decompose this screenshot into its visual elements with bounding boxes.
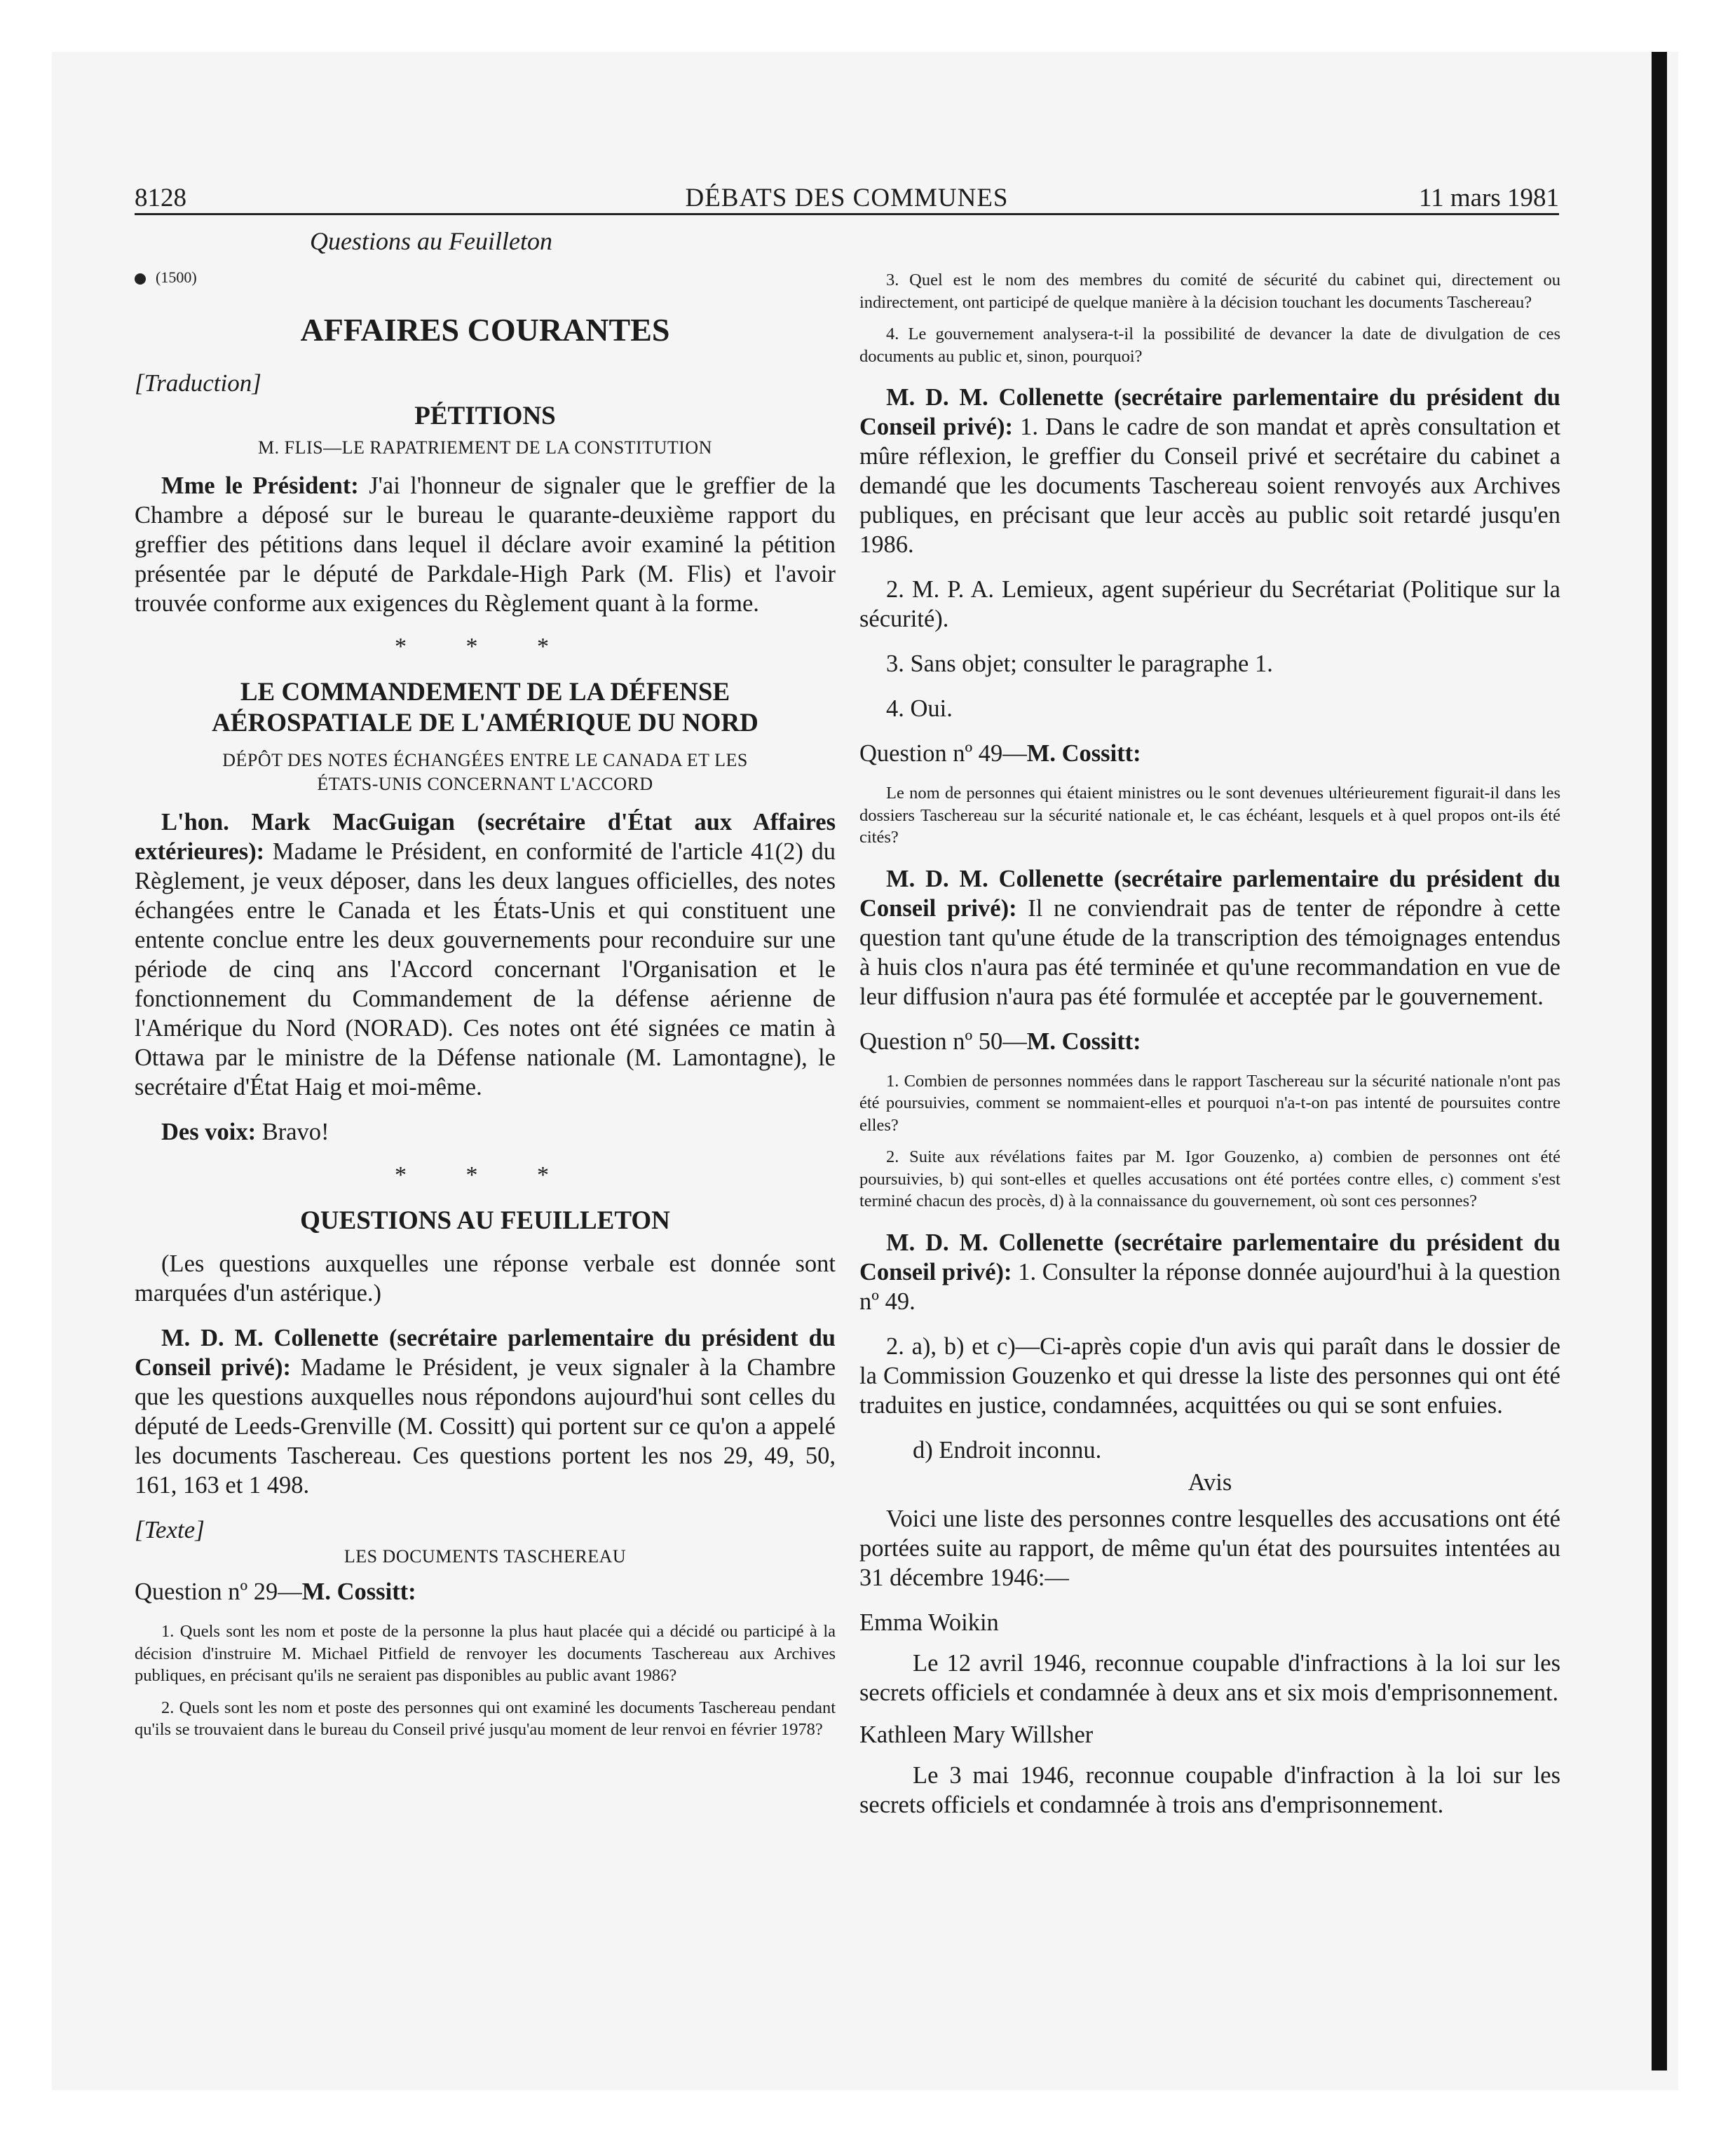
petitions-paragraph: Mme le Président: J'ai l'honneur de signaler que le greffier de la Chambre a déposé sur le bureau le quarante-deuxième rapport du greffier des pétitions dans lequel il déclare avoir examiné la pétition présentée par le député de Parkdale-High Park (M. Flis) et l'avoir trouvée conforme aux exigences du Règlement quant à la forme. [135,472,836,617]
time-marker: (1500) [135,264,836,292]
norad-subheading-line-1: DÉPÔT DES NOTES ÉCHANGÉES ENTRE LE CANADA ET LES [222,750,748,770]
section-separator: * * * [395,1162,576,1188]
norad-paragraph: L'hon. Mark MacGuigan (secrétaire d'État aux Affaires extérieures): Madame le Président, en conformité de l'article 41(2) du Règlement, je veux déposer, dans les deux langues officielles, des notes échangées entre le Canada et les États-Unis et qui constituent une entente conclue entre les deux gouvernements pour reconduire sur une période de cinq ans l'Accord concernant l'Organisation et le fonctionnement du Commandement de la défense aérienne de l'Amérique du Nord (NORAD). Ces notes ont été signées ce matin à Ottawa par le ministre de la Défense nationale (M. Lamontagne), le secrétaire d'État Haig et moi-même. [135,809,836,1100]
norad-subheading-line-2: ÉTATS-UNIS CONCERNANT L'ACCORD [317,774,653,794]
running-head: Questions au Feuilleton [310,227,552,255]
petitions-heading: PÉTITIONS [414,402,556,430]
speaker-name: Des voix: [161,1119,257,1145]
answer-49-paragraph: M. D. M. Collenette (secrétaire parlementaire du président du Conseil privé): Il ne conviendrait pas de tenter de répondre à cette question tant qu'une étude de la transcription des témoignages entendus à huis clos n'aura pas été terminée et qu'une recommandation en vue de leur diffusion n'aura pas été formulée et acceptée par le gouvernement. [859,865,1560,1010]
speaker-name: Mme le Président: [161,472,359,499]
person-verdict: Le 3 mai 1946, reconnue coupable d'infraction à la loi sur les secrets officiels et condamnée à trois ans d'emprisonnement. [859,1761,1560,1818]
documents-heading: LES DOCUMENTS TASCHEREAU [343,1546,627,1567]
question-29-item-3: 3. Quel est le nom des membres du comité de sécurité du cabinet qui, directement ou indirectement, ont participé de quelque manière à la décision touchant les documents Taschereau? [859,271,1560,312]
section-heading: AFFAIRES COURANTES [300,312,670,348]
speaker-name: M. D. M. Collenette (secrétaire parlementaire du président du Conseil privé): [859,1229,1560,1285]
page-number: 8128 [135,184,186,212]
answer-50-item-2: 2. a), b) et c)—Ci-après copie d'un avis qui paraît dans le dossier de la Commission Gouzenko et qui dresse la liste des personnes qui ont été traduites en justice, condamnées, acquittées ou qui se sont enfuies. [859,1332,1560,1419]
traduction-label: [Traduction] [135,369,261,397]
person-verdict: Le 12 avril 1946, reconnue coupable d'infractions à la loi sur les secrets officiels et condamnée à deux ans et six mois d'emprisonnement. [859,1649,1560,1706]
scan-edge-bar [1652,52,1667,2070]
question-29-title: Question nº 29—M. Cossitt: [135,1578,416,1605]
texte-label: [Texte] [135,1516,205,1543]
answer-29-item-2: 2. M. P. A. Lemieux, agent supérieur du Secrétariat (Politique sur la sécurité). [859,576,1560,632]
question-29-item-1: 1. Quels sont les nom et poste de la personne la plus haut placée qui a décidé ou participé à la décision d'instruire M. Michael Pitfield de renvoyer les documents Taschereau aux Archives publiques, en précisant qu'ils ne seraient pas disponibles au public avant 1986? [135,1622,836,1685]
qaf-paragraph: M. D. M. Collenette (secrétaire parlementaire du président du Conseil privé): Madame le Président, je veux signaler à la Chambre que les questions auxquelles nous répondons aujourd'hui sont celles du député de Leeds-Grenville (M. Cossitt) qui portent sur ce qu'on a appelé les documents Taschereau. Ces questions portent les nos 29, 49, 50, 161, 163 et 1 498. [135,1325,836,1499]
person-name: Kathleen Mary Willsher [859,1721,1094,1748]
qaf-heading: QUESTIONS AU FEUILLETON [300,1206,670,1235]
section-separator: * * * [395,634,576,660]
voices-paragraph: Des voix: Bravo! [161,1119,329,1145]
answer-50-item-d: d) Endroit inconnu. [913,1436,1102,1464]
publication-title: DÉBATS DES COMMUNES [685,184,1009,212]
question-50-item-1: 1. Combien de personnes nommées dans le rapport Taschereau sur la sécurité nationale n'ont pas été poursuivies, comment se nommaient-elles et pourquoi n'a-t-on pas intenté de poursuites contre elles? [859,1071,1560,1135]
question-49-text: Le nom de personnes qui étaient ministres ou le sont devenues ultérieurement figurait-il dans les dossiers Taschereau sur la sécurité nationale et, le cas échéant, lesquels et à quel propos ont-ils été cités? [859,784,1560,847]
question-29-item-2: 2. Quels sont les nom et poste des personnes qui ont examiné les documents Taschereau pendant qu'ils se trouvaient dans le bureau du Conseil privé jusqu'au moment de leur renvoi en février 1978? [135,1698,836,1739]
avis-heading: Avis [1188,1468,1232,1496]
petitions-subheading: M. FLIS—LE RAPATRIEMENT DE LA CONSTITUTION [258,437,712,458]
question-50-item-2: 2. Suite aux révélations faites par M. Igor Gouzenko, a) combien de personnes ont été poursuivies, b) qui sont-elles et quelles accusations ont été portées contre elles, c) comment s'est terminé chacun des procès, d) à la connaissance du gouvernement, où sont ces personnes? [859,1147,1560,1210]
issue-date: 11 mars 1981 [1418,184,1559,212]
speaker-name: M. D. M. Collenette (secrétaire parlementaire du président du Conseil privé): [135,1325,836,1381]
answer-29-item-3: 3. Sans objet; consulter le paragraphe 1. [886,650,1273,677]
left-column [135,226,836,1751]
norad-heading-line-1: LE COMMANDEMENT DE LA DÉFENSE [240,678,730,707]
qaf-note: (Les questions auxquelles une réponse verbale est donnée sont marquées d'un astérique.) [135,1250,836,1306]
bullet-icon [135,273,146,285]
answer-29-paragraph: M. D. M. Collenette (secrétaire parlementaire du président du Conseil privé): 1. Dans le cadre de son mandat et après consultation et mûre réflexion, le greffier du Conseil privé et secrétaire du cabinet a demandé que les documents Taschereau soient renvoyés aux Archives publiques, en précisant que leur accès au public soit retardé jusqu'en 1986. [859,384,1560,558]
question-49-title: Question nº 49—M. Cossitt: [859,740,1141,767]
question-29-item-4: 4. Le gouvernement analysera-t-il la possibilité de devancer la date de divulgation de ces documents au public et, sinon, pourquoi? [859,325,1560,366]
answer-29-item-4: 4. Oui. [886,695,953,722]
person-name: Emma Woikin [859,1609,999,1636]
page-header [135,184,1559,215]
avis-paragraph: Voici une liste des personnes contre lesquelles des accusations ont été portées suite au rapport, de même qu'un état des poursuites intentées au 31 décembre 1946:— [859,1505,1560,1591]
speaker-name: L'hon. Mark MacGuigan (secrétaire d'État aux Affaires extérieures): [135,809,836,865]
answer-50-paragraph: M. D. M. Collenette (secrétaire parlementaire du président du Conseil privé): 1. Consulter la réponse donnée aujourd'hui à la question nº 49. [859,1229,1561,1315]
speaker-name: M. D. M. Collenette (secrétaire parlementaire du président du Conseil privé): [859,384,1560,440]
question-50-title: Question nº 50—M. Cossitt: [859,1028,1141,1055]
right-column [859,269,1560,1832]
speaker-name: M. D. M. Collenette (secrétaire parlementaire du président du Conseil privé): [859,865,1560,922]
norad-heading-line-2: AÉROSPATIALE DE L'AMÉRIQUE DU NORD [212,709,758,737]
